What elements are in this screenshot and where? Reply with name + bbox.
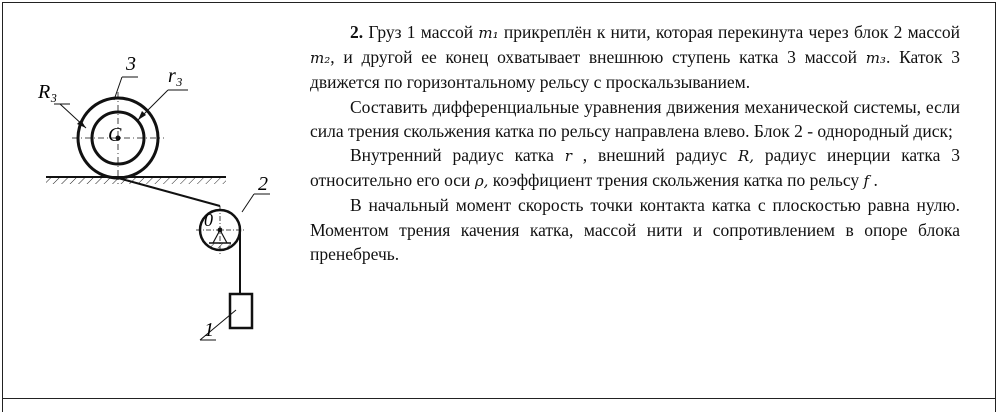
symbol-m1: m₁: [478, 24, 499, 42]
task-paragraph-4: В начальный момент скорость точки контакта катка с плоскостью равна нулю. Моментом трения качения катка, массой нити и сопротивлением в опоре блока пренебречь.: [310, 195, 960, 264]
label-1: 1: [204, 319, 214, 341]
label-2: 2: [258, 173, 268, 195]
mechanism-figure: [10, 40, 300, 350]
symbol-m3: m₃: [865, 49, 886, 68]
symbol-m2: m₂: [310, 49, 331, 68]
symbol-rho: ρ,: [474, 172, 489, 191]
task-text: [310, 20, 960, 266]
symbol-R: R,: [737, 147, 754, 166]
label-O: 0: [204, 210, 213, 230]
symbol-f: f: [863, 172, 870, 191]
label-R3: R₃: [38, 81, 58, 103]
symbol-r: r: [564, 147, 572, 166]
label-3: 3: [126, 53, 136, 75]
task-number: 2.: [350, 22, 364, 42]
task-paragraph-1: 2. Груз 1 массой m₁ прикреплён к нити, которая перекинута через блок 2 массой m₂, и другой ее конец охватывает внешнюю ступень катка 3 массой m₃. Каток 3 движется по горизонтальному рельсу с проскальзыванием.: [310, 22, 960, 93]
bottom-divider: [2, 398, 996, 399]
label-C: C: [108, 124, 122, 146]
task-paragraph-2: Составить дифференциальные уравнения движения механической системы, если сила трения скольжения катка по рельсу направлена влево. Блок 2 - однородный диск;: [310, 96, 960, 141]
label-r3: r₃: [168, 65, 183, 87]
thread: [118, 178, 240, 294]
task-paragraph-3: Внутренний радиус катка r , внешний радиус R, радиус инерции катка 3 относительно его оси ρ, коэффициент трения скольжения катка по рельсу f .: [310, 145, 961, 191]
